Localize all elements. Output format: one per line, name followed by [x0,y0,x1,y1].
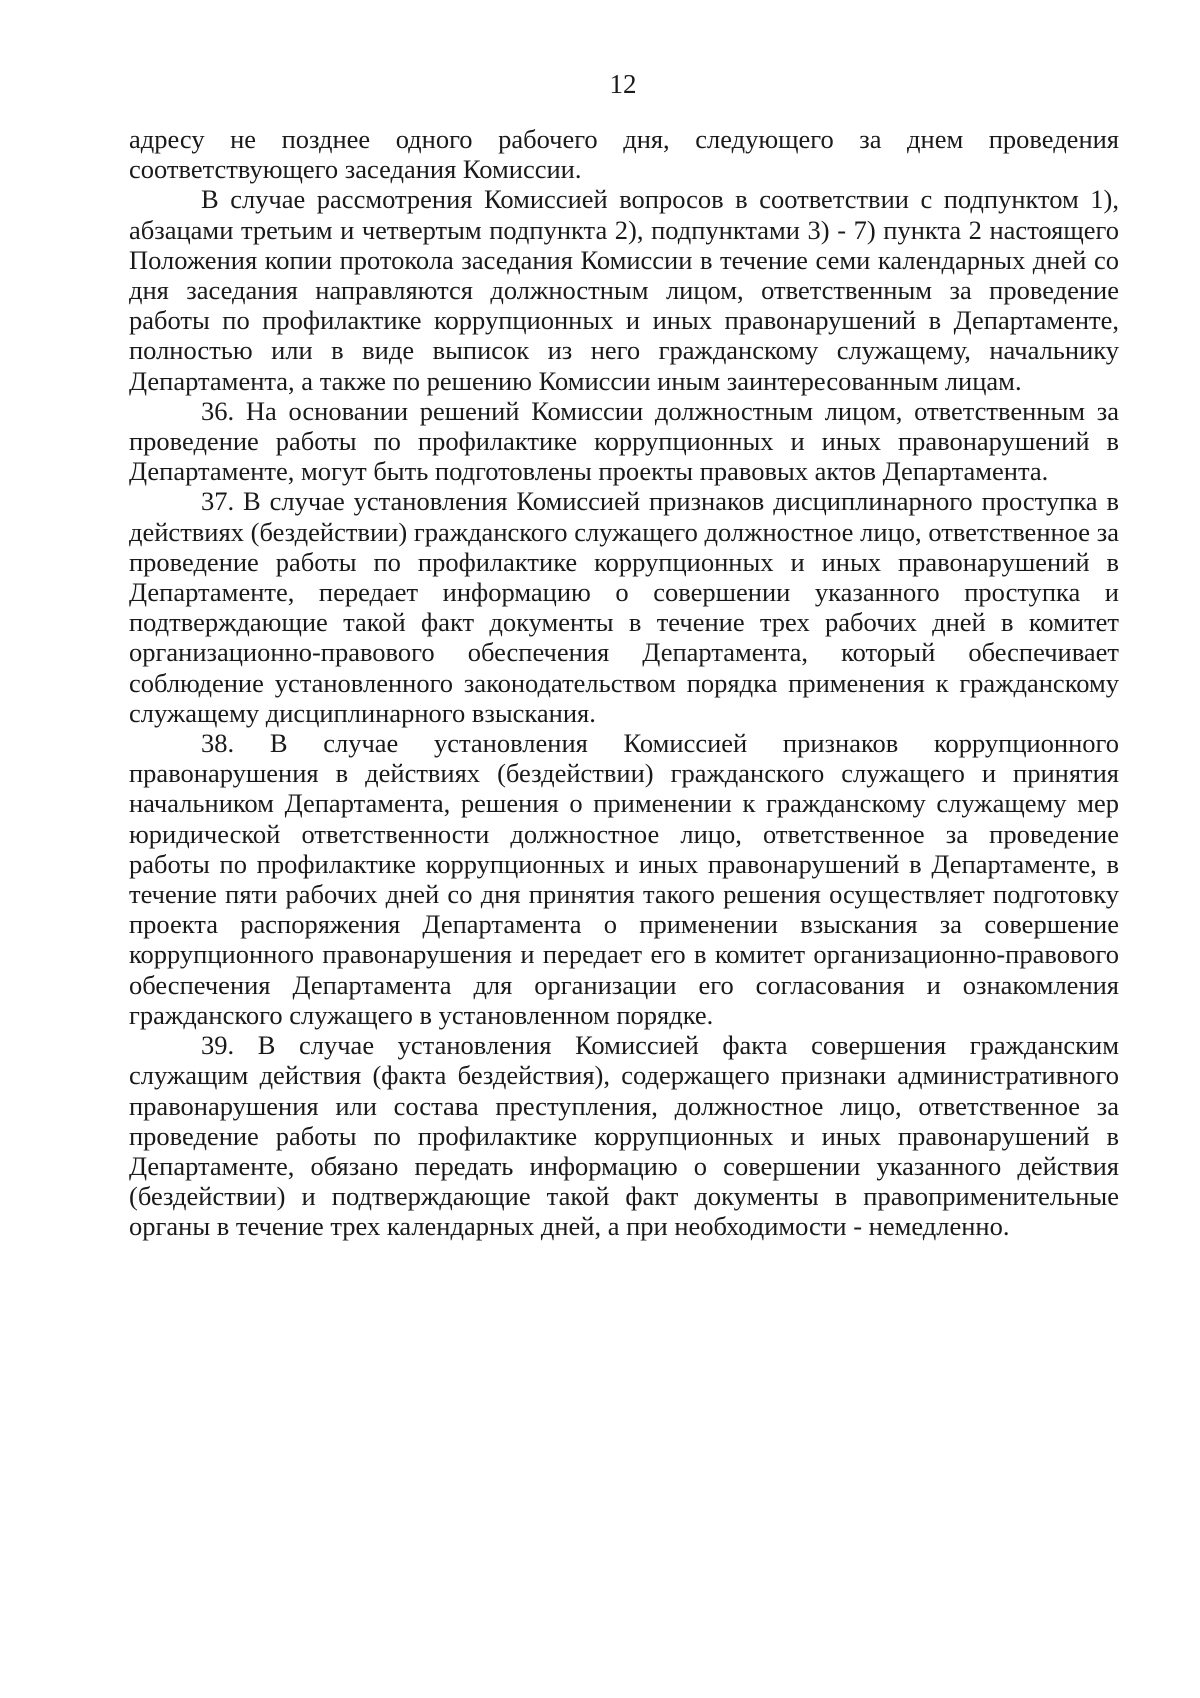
paragraph-item-39: 39. В случае установления Комиссией факта совершения гражданским служащим действия (факта бездействия), содержащего признаки административного правонарушения или состава преступления, должностное лицо, ответственное за проведение работы по профилактике коррупционных и иных правонарушений в Департаменте, обязано передать информацию о совершении указанного действия (бездействии) и подтверждающие такой факт документы в правоприменительные органы в течение трех календарных дней, а при необходимости - немедленно. [129,1030,1119,1242]
paragraph-item-36: 36. На основании решений Комиссии должностным лицом, ответственным за проведение работы по профилактике коррупционных и иных правонарушений в Департаменте, могут быть подготовлены проекты правовых актов Департамента. [129,395,1119,487]
paragraph-continuation: адресу не позднее одного рабочего дня, следующего за днем проведения соответствующего заседания Комиссии. [129,124,1119,185]
paragraph-item-37: 37. В случае установления Комиссией признаков дисциплинарного проступка в действиях (бездействии) гражданского служащего должностное лицо, ответственное за проведение работы по профилактике коррупционных и иных правонарушений в Департаменте, передает информацию о совершении указанного проступка и подтверждающие такой факт документы в течение трех рабочих дней в комитет организационно-правового обеспечения Департамента, который обеспечивает соблюдение установленного законодательством порядка применения к гражданскому служащему дисциплинарного взыскания. [129,486,1119,728]
document-body [129,124,1119,1242]
paragraph-item-38: 38. В случае установления Комиссией признаков коррупционного правонарушения в действиях (бездействии) гражданского служащего и принятия начальником Департамента, решения о применении к гражданскому служащему мер юридической ответственности должностное лицо, ответственное за проведение работы по профилактике коррупционных и иных правонарушений в Департаменте, в течение пяти рабочих дней со дня принятия такого решения осуществляет подготовку проекта распоряжения Департамента о применении взыскания за совершение коррупционного правонарушения и передает его в комитет организационно-правового обеспечения Департамента для организации его согласования и ознакомления гражданского служащего в установленном порядке. [129,728,1119,1030]
page-number: 12 [609,69,637,99]
paragraph-protocol-copies: В случае рассмотрения Комиссией вопросов в соответствии с подпунктом 1), абзацами третьим и четвертым подпункта 2), подпунктами 3) - 7) пункта 2 настоящего Положения копии протокола заседания Комиссии в течение семи календарных дней со дня заседания направляются должностным лицом, ответственным за проведение работы по профилактике коррупционных и иных правонарушений в Департаменте, полностью или в виде выписок из него гражданскому служащему, начальнику Департамента, а также по решению Комиссии иным заинтересованным лицам. [129,184,1119,396]
